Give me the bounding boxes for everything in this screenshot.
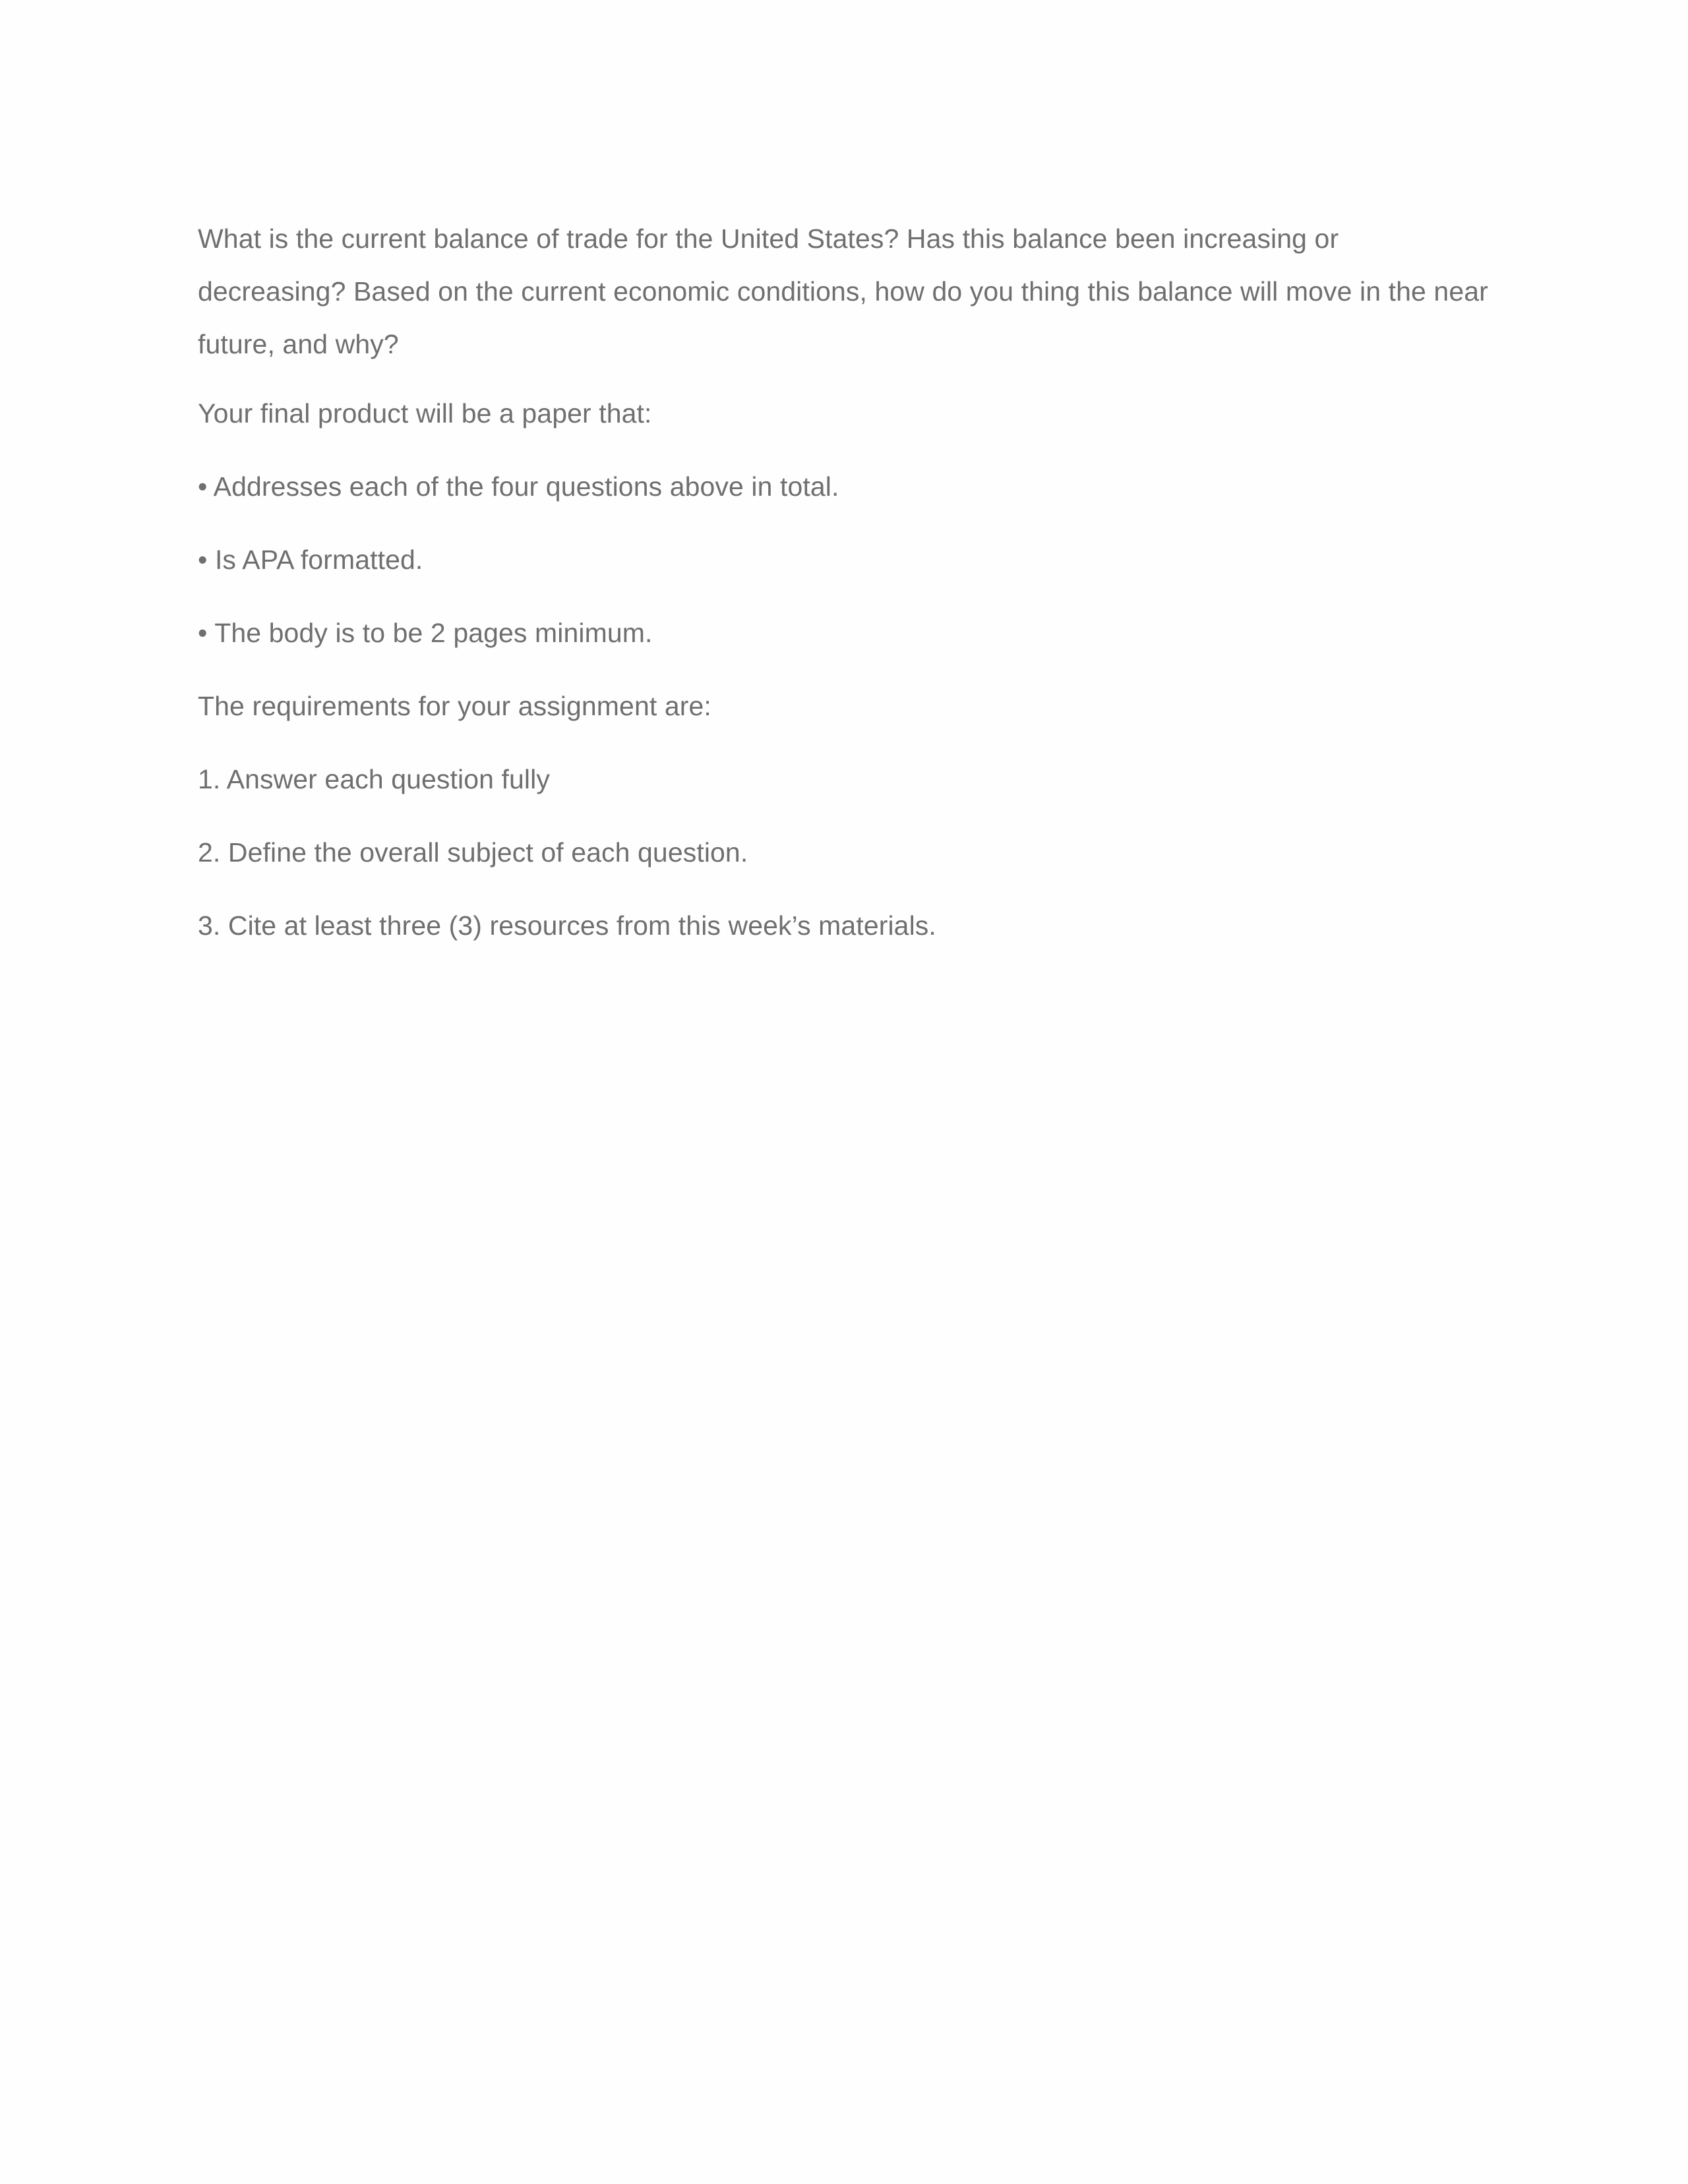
numbered-item: 1. Answer each question fully bbox=[198, 764, 550, 794]
requirements-heading: The requirements for your assignment are: bbox=[198, 691, 711, 721]
numbered-item: 2. Define the overall subject of each question. bbox=[198, 837, 748, 868]
bullet-item: • Is APA formatted. bbox=[198, 545, 423, 575]
final-product-heading: Your final product will be a paper that: bbox=[198, 398, 652, 428]
document-body bbox=[198, 212, 1490, 942]
intro-paragraph: What is the current balance of trade for the United States? Has this balance been increasing or decreasing? Based on the current economic conditions, how do you thing this balance will move in the near future, and why? bbox=[198, 223, 1488, 359]
bullet-item: • Addresses each of the four questions above in total. bbox=[198, 471, 839, 502]
bullet-item: • The body is to be 2 pages minimum. bbox=[198, 618, 653, 648]
numbered-item: 3. Cite at least three (3) resources from this week’s materials. bbox=[198, 910, 936, 941]
